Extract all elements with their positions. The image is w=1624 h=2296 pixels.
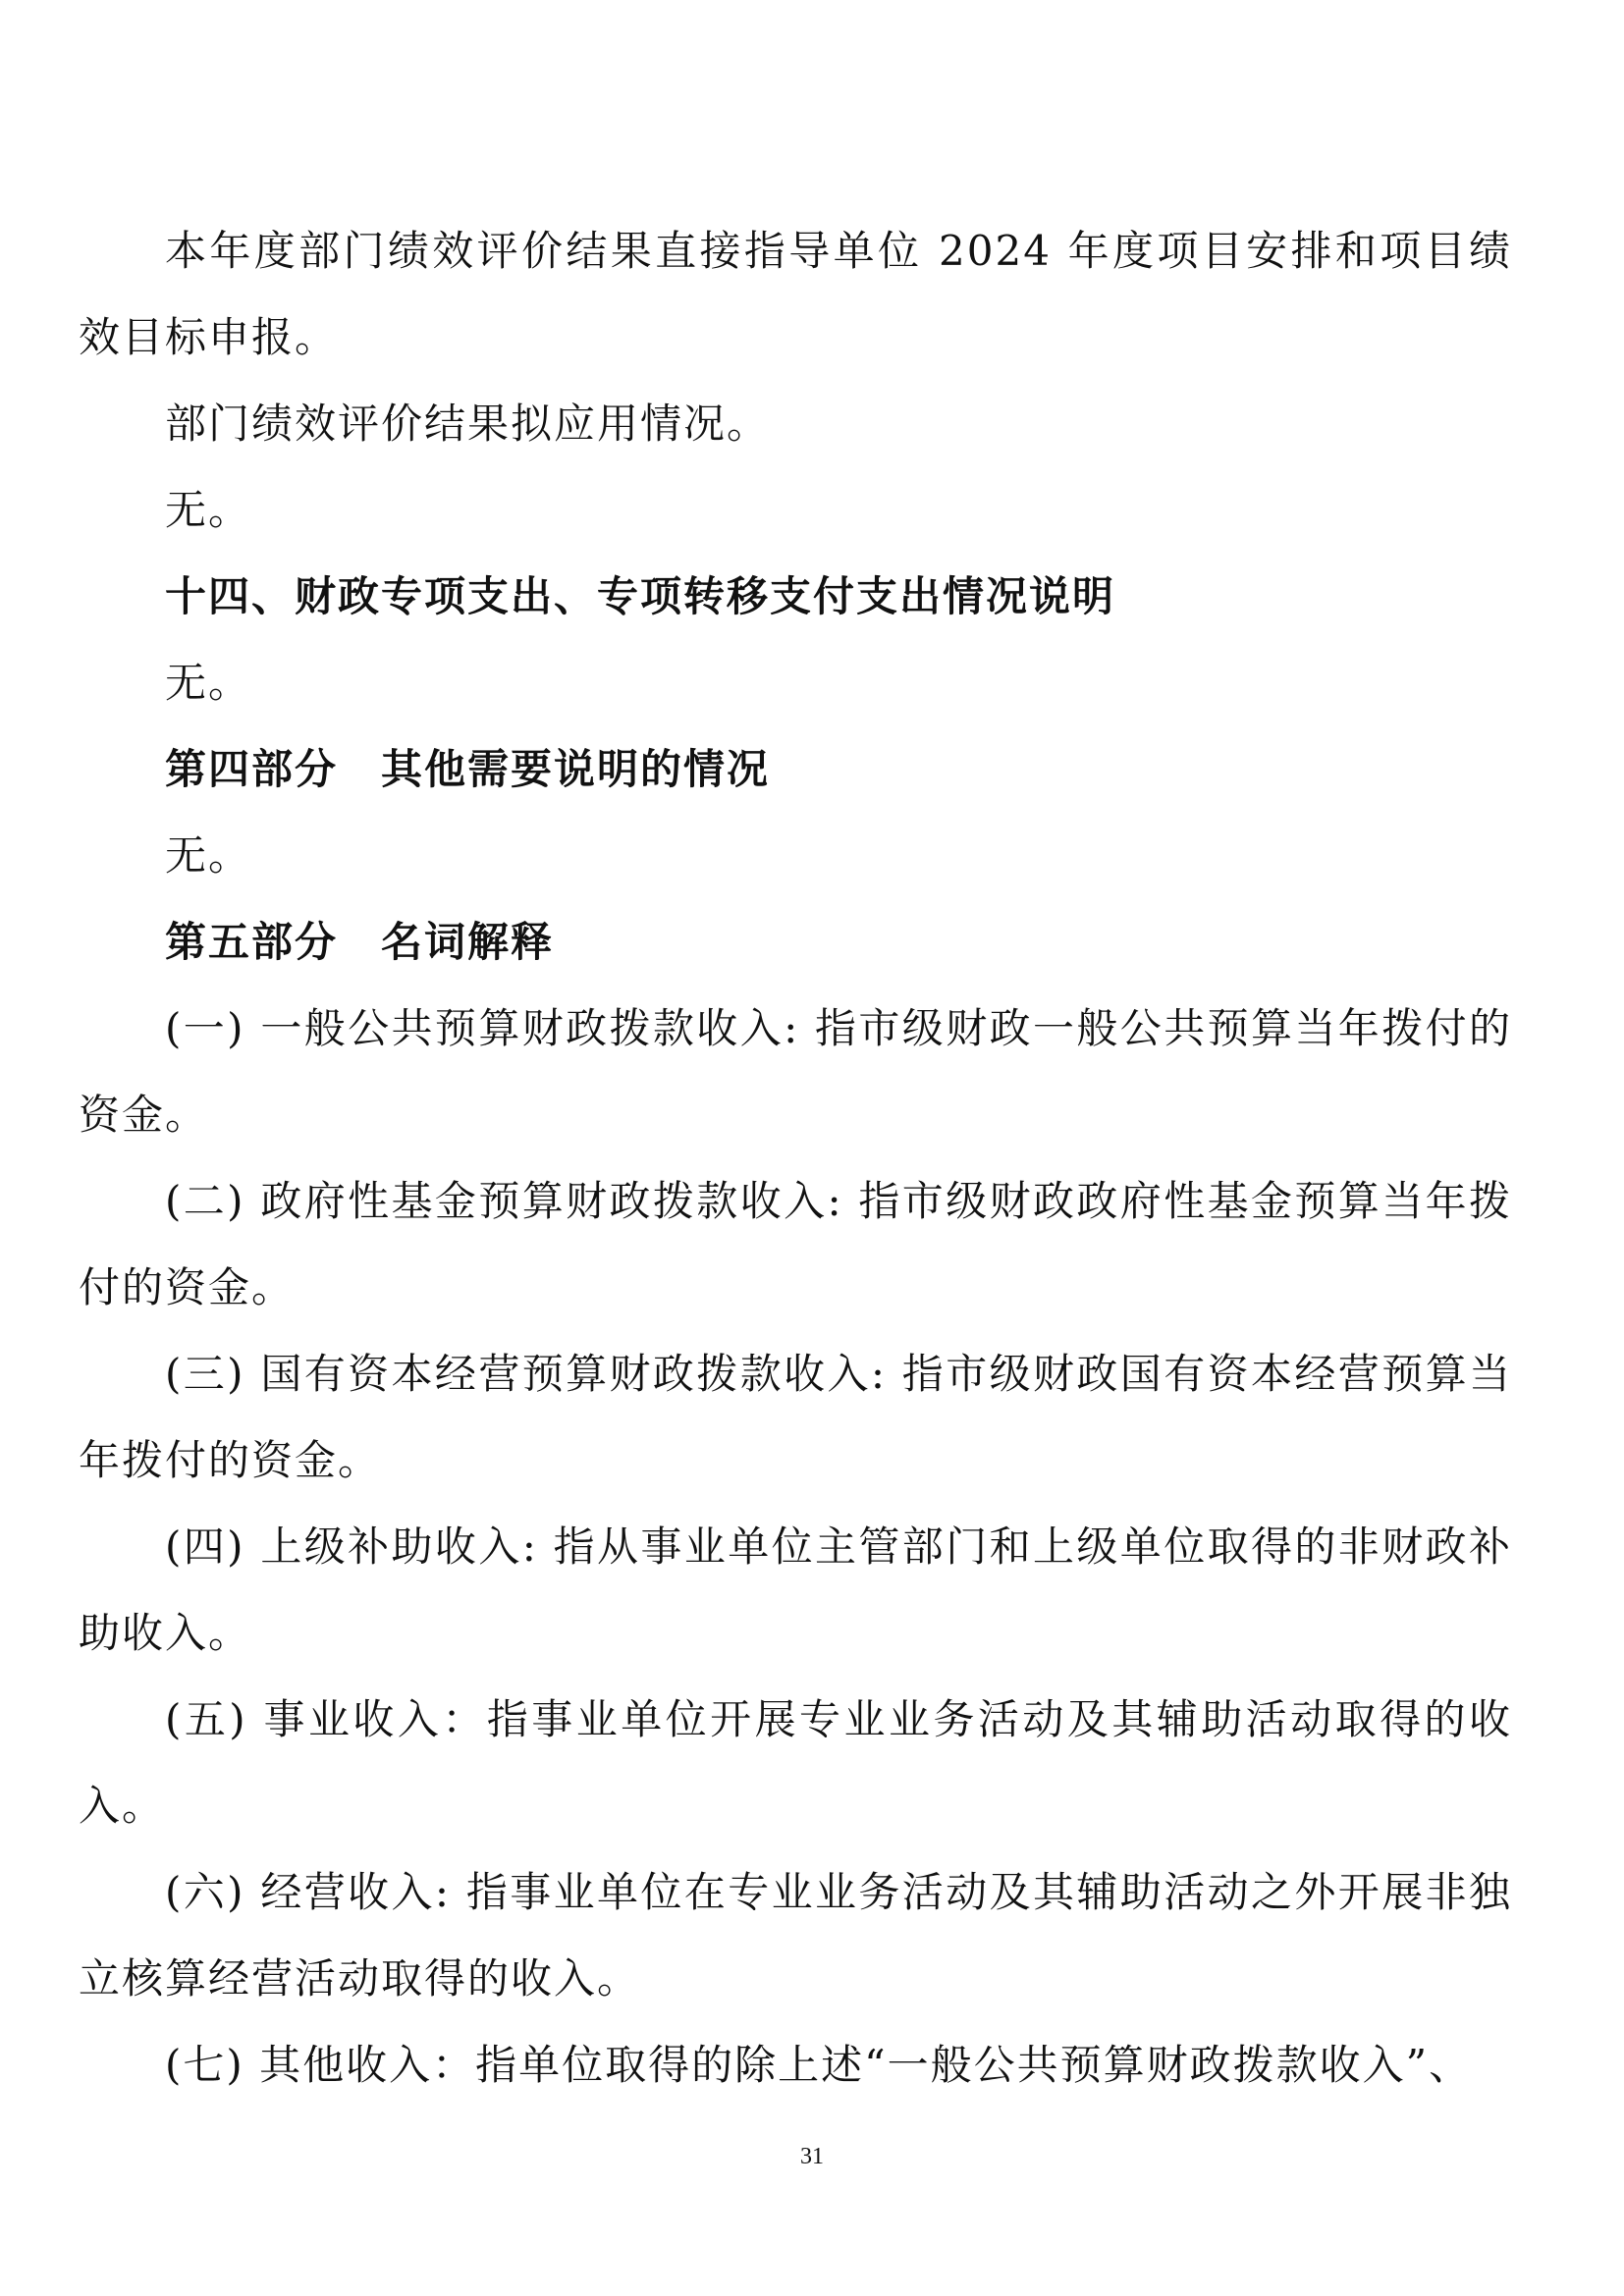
section-heading-special-expenditure: 十四、财政专项支出、专项转移支付支出情况说明	[165, 572, 1116, 620]
paragraph-none: 无。	[165, 831, 252, 880]
glossary-item: (二) 政府性基金预算财政拨款收入: 指市级财政政府性基金预算当年拨付的资金。	[79, 1177, 1512, 1311]
glossary-item: (四) 上级补助收入: 指从事业单位主管部门和上级单位取得的非财政补助收入。	[79, 1522, 1512, 1657]
glossary-item: (六) 经营收入: 指事业单位在专业业务活动及其辅助活动之外开展非独立核算经营活动取得的收入。	[79, 1868, 1512, 2002]
paragraph-none: 无。	[165, 486, 252, 534]
page-number: 31	[800, 2144, 824, 2169]
glossary-item: (七) 其他收入：指单位取得的除上述“一般公共预算财政拨款收入”、	[165, 2041, 1473, 2089]
document-body	[79, 208, 1512, 2109]
paragraph-evaluation-guidance: 本年度部门绩效评价结果直接指导单位 2024 年度项目安排和项目绩效目标申报。	[79, 227, 1512, 361]
glossary-item: (五) 事业收入：指事业单位开展专业业务活动及其辅助活动取得的收入。	[79, 1695, 1512, 1830]
glossary-item: (一) 一般公共预算财政拨款收入: 指市级财政一般公共预算当年拨付的资金。	[79, 1004, 1512, 1139]
paragraph-evaluation-application: 部门绩效评价结果拟应用情况。	[165, 400, 771, 448]
part-heading-glossary: 第五部分 名词解释	[165, 918, 555, 966]
part-heading-other-notes: 第四部分 其他需要说明的情况	[165, 745, 771, 793]
glossary-item: (三) 国有资本经营预算财政拨款收入: 指市级财政国有资本经营预算当年拨付的资金。	[79, 1350, 1512, 1484]
paragraph-none: 无。	[165, 659, 252, 707]
